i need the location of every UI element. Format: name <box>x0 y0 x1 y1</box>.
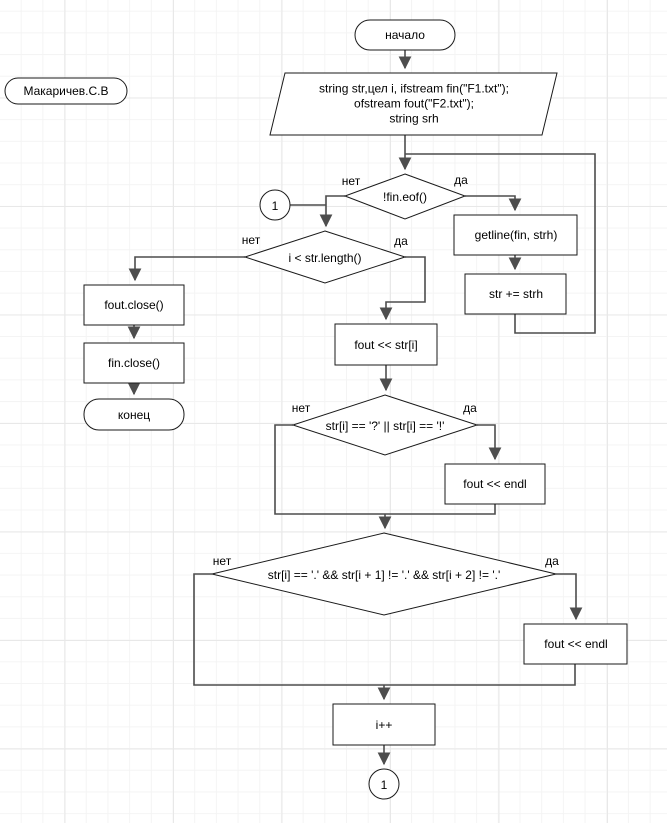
write-char-label: fout << str[i] <box>354 338 418 352</box>
end-label: конец <box>117 408 151 422</box>
dot-yes-label: да <box>545 554 559 568</box>
eof-no-label: нет <box>341 174 361 188</box>
edge-endl2-join[interactable] <box>384 664 575 685</box>
length-no-label: нет <box>241 233 261 247</box>
author-badge-label: Макаричев.С.В <box>23 84 109 98</box>
init-line-3: string srh <box>389 111 439 126</box>
dot-condition-label: str[i] == '.' && str[i + 1] != '.' && str[i + 2] != '.' <box>267 568 501 582</box>
punct-no-label: нет <box>291 401 311 415</box>
increment-label: i++ <box>375 718 393 732</box>
append-label: str += strh <box>488 287 544 301</box>
eof-condition-label: !fin.eof() <box>382 190 428 204</box>
punct-condition-label: str[i] == '?' || str[i] == '!' <box>325 419 445 433</box>
connector-top-label: 1 <box>271 199 279 213</box>
start-label: начало <box>385 28 425 42</box>
edge-punct-yes[interactable] <box>477 425 495 459</box>
fout-close-label: fout.close() <box>104 298 164 312</box>
getline-label: getline(fin, strh) <box>474 228 558 242</box>
eof-yes-label: да <box>454 173 468 187</box>
endl-1-label: fout << endl <box>463 477 527 491</box>
connector-bottom-label: 1 <box>380 778 388 792</box>
endl-2-label: fout << endl <box>544 637 608 651</box>
fin-close-label: fin.close() <box>107 356 161 370</box>
edge-eof-yes[interactable] <box>465 196 515 210</box>
init-label <box>319 82 509 127</box>
init-line-1: string str,цел i, ifstream fin("F1.txt"); <box>319 81 509 96</box>
init-line-2: ofstream fout("F2.txt"); <box>354 96 474 111</box>
edge-eof-no[interactable] <box>326 196 345 226</box>
edge-dot-yes[interactable] <box>556 574 576 619</box>
edge-endl1-join[interactable] <box>385 504 495 514</box>
length-condition-label: i < str.length() <box>288 251 362 265</box>
dot-no-label: нет <box>212 554 232 568</box>
punct-yes-label: да <box>463 401 477 415</box>
edge-length-no[interactable] <box>135 257 245 280</box>
length-yes-label: да <box>394 234 408 248</box>
edge-length-yes[interactable] <box>386 257 425 319</box>
